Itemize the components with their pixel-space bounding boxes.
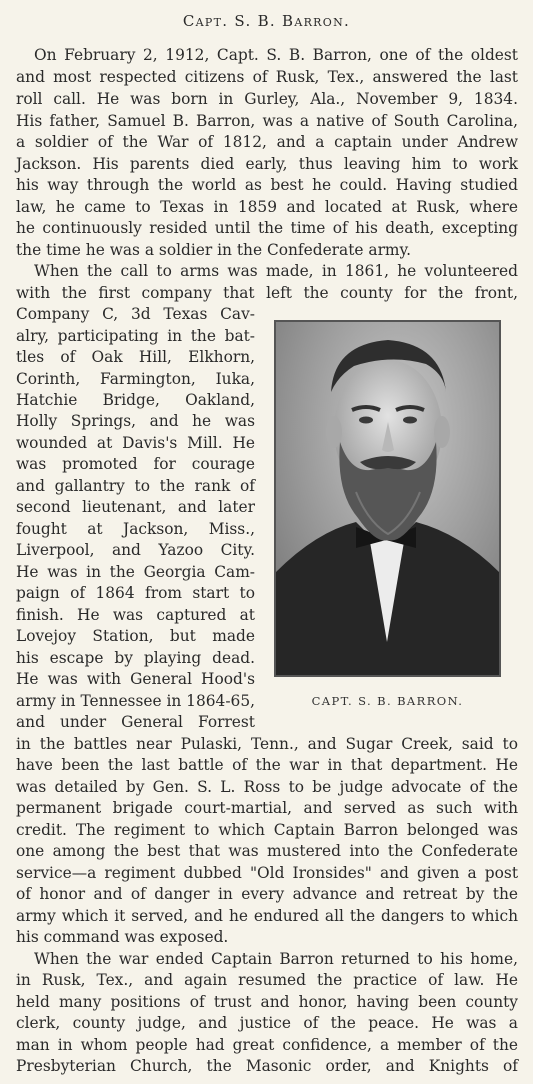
text-line: and most respected citizens of Rusk, Tex., answered the last xyxy=(16,68,518,86)
text-line: alry, participating in the bat- xyxy=(16,327,255,345)
text-line: of honor and of danger in every advance and retreat by the xyxy=(16,885,518,903)
text-line: His father, Samuel B. Barron, was a native of South Carolina, xyxy=(16,112,518,130)
text-line: Holly Springs, and he was xyxy=(16,412,255,430)
text-line: paign of 1864 from start to xyxy=(16,584,255,602)
text-line: fought at Jackson, Miss., xyxy=(16,520,255,538)
text-line: Hatchie Bridge, Oakland, xyxy=(16,391,255,409)
text-line: He was with General Hood's xyxy=(16,670,255,688)
portrait-image xyxy=(276,322,499,675)
text-line: law, he came to Texas in 1859 and located at Rusk, where xyxy=(16,198,518,216)
text-line: service—a regiment dubbed "Old Ironsides" and given a post xyxy=(16,864,518,882)
text-line: permanent brigade court-martial, and served as such with xyxy=(16,799,518,817)
text-line: was promoted for courage xyxy=(16,455,255,473)
text-line: Corinth, Farmington, Iuka, xyxy=(16,370,255,388)
text-line: was detailed by Gen. S. L. Ross to be judge advocate of the xyxy=(16,778,518,796)
text-line: have been the last battle of the war in that department. He xyxy=(16,756,518,774)
text-line: wounded at Davis's Mill. He xyxy=(16,434,255,452)
text-line: He was in the Georgia Cam- xyxy=(16,563,255,581)
text-line: finish. He was captured at xyxy=(16,606,255,624)
text-line: in the battles near Pulaski, Tenn., and Sugar Creek, said to xyxy=(16,735,518,753)
text-line: army which it served, and he endured all the dangers to which xyxy=(16,907,518,925)
text-line: Presbyterian Church, the Masonic order, and Knights of xyxy=(16,1057,518,1075)
text-line: On February 2, 1912, Capt. S. B. Barron, one of the oldest xyxy=(34,46,518,64)
text-line: Liverpool, and Yazoo City. xyxy=(16,541,255,559)
text-line: clerk, county judge, and justice of the peace. He was a xyxy=(16,1014,518,1032)
text-line: man in whom people had great confidence, a member of the xyxy=(16,1036,518,1054)
text-line: a soldier of the War of 1812, and a captain under Andrew xyxy=(16,133,518,151)
text-line: roll call. He was born in Gurley, Ala., November 9, 1834. xyxy=(16,90,518,108)
text-line: his escape by playing dead. xyxy=(16,649,255,667)
text-line: his command was exposed. xyxy=(16,928,229,946)
text-line: When the call to arms was made, in 1861, he volunteered xyxy=(34,262,518,280)
text-line: he continuously resided until the time of his death, excepting xyxy=(16,219,518,237)
text-line: Company C, 3d Texas Cav- xyxy=(16,305,255,323)
text-line: tles of Oak Hill, Elkhorn, xyxy=(16,348,255,366)
text-line: the time he was a soldier in the Confederate army. xyxy=(16,241,412,259)
photo-caption: CAPT. S. B. BARRON. xyxy=(311,694,464,708)
article-title: Capt. S. B. Barron. xyxy=(182,12,351,30)
text-line: Jackson. His parents died early, thus leaving him to work xyxy=(16,155,518,173)
text-line: second lieutenant, and later xyxy=(16,498,255,516)
portrait-photo xyxy=(274,320,501,677)
text-line: Lovejoy Station, but made xyxy=(16,627,255,645)
text-line: in Rusk, Tex., and again resumed the practice of law. He xyxy=(16,971,518,989)
text-line: held many positions of trust and honor, having been county xyxy=(16,993,518,1011)
text-line: one among the best that was mustered into the Confederate xyxy=(16,842,518,860)
text-line: When the war ended Captain Barron returned to his home, xyxy=(34,950,518,968)
text-line: credit. The regiment to which Captain Barron belonged was xyxy=(16,821,518,839)
text-line: and under General Forrest xyxy=(16,713,255,731)
text-line: and gallantry to the rank of xyxy=(16,477,255,495)
text-line: with the first company that left the county for the front, xyxy=(16,284,518,302)
text-line: his way through the world as best he could. Having studied xyxy=(16,176,518,194)
text-line: army in Tennessee in 1864-65, xyxy=(16,692,256,710)
